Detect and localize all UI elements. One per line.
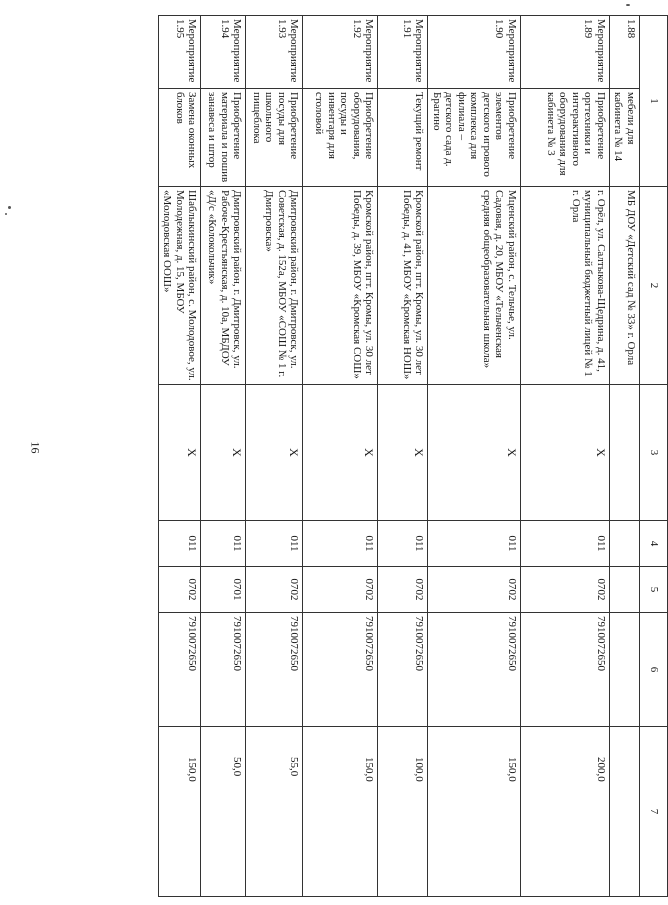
code-011 <box>610 521 640 567</box>
page-number: 16 <box>28 441 43 454</box>
target-article: 7910072650 <box>378 613 428 727</box>
amount: 150,0 <box>303 727 378 897</box>
event-description: Приобретение материала и пошив занавеса и штор <box>201 89 246 187</box>
event-description: Текущий ремонт <box>378 89 428 187</box>
header-cell-5: 5 <box>640 567 668 613</box>
header-cell-3: 3 <box>640 385 668 521</box>
event-number: Мероприятие 1.89 <box>521 16 610 89</box>
target-article: 7910072650 <box>303 613 378 727</box>
event-number: Мероприятие 1.95 <box>159 16 202 89</box>
code-011: 011 <box>246 521 303 567</box>
header-cell-2: 2 <box>640 187 668 385</box>
section-code: 0702 <box>378 567 428 613</box>
section-code <box>610 567 640 613</box>
event-number: 1.88 <box>610 16 640 89</box>
rotated-page-content <box>93 15 668 896</box>
table-row <box>610 16 640 897</box>
target-article: 7910072650 <box>428 613 521 727</box>
event-address: Кромской район, пгт. Кромы, ул. 30 лет Победы, д. 41, МБОУ «Кромская НОШ» <box>378 187 428 385</box>
target-article <box>610 613 640 727</box>
grbs-mark <box>610 385 640 521</box>
code-011: 011 <box>303 521 378 567</box>
scan-speck <box>626 4 630 6</box>
section-code: 0702 <box>159 567 202 613</box>
scan-speck <box>8 206 11 209</box>
table-row <box>246 16 303 897</box>
section-code: 0702 <box>303 567 378 613</box>
code-011: 011 <box>428 521 521 567</box>
code-011: 011 <box>521 521 610 567</box>
event-description: Приобретение посуды для школьного пищеблока <box>246 89 303 187</box>
header-cell-1: 1 <box>640 16 668 187</box>
event-description: Замена оконных блоков <box>159 89 202 187</box>
event-description: Приобретение оргтехники и интерактивного оборудования для кабинета № 3 <box>521 89 610 187</box>
target-article: 7910072650 <box>201 613 246 727</box>
amount <box>610 727 640 897</box>
section-code: 0702 <box>428 567 521 613</box>
event-number: Мероприятие 1.92 <box>303 16 378 89</box>
table-wrapper <box>93 15 668 896</box>
amount: 100,0 <box>378 727 428 897</box>
event-number: Мероприятие 1.90 <box>428 16 521 89</box>
amount: 150,0 <box>159 727 202 897</box>
grbs-mark: X <box>246 385 303 521</box>
target-article: 7910072650 <box>521 613 610 727</box>
section-code: 0702 <box>246 567 303 613</box>
event-address: Дмитровский район, г. Дмитровск, ул. Советская, д. 152а, МБОУ «СОШ № 1 г. Дмитровска» <box>246 187 303 385</box>
event-description: Приобретение оборудования, посуды и инвентаря для столовой <box>303 89 378 187</box>
event-address: МБ ДОУ «Детский сад № 33» г. Орла <box>610 187 640 385</box>
table-row <box>428 16 521 897</box>
section-code: 0702 <box>521 567 610 613</box>
amount: 50,0 <box>201 727 246 897</box>
grbs-mark: X <box>201 385 246 521</box>
grbs-mark: X <box>378 385 428 521</box>
table-header-row <box>640 16 668 897</box>
table-row <box>159 16 202 897</box>
event-address: г. Орёл, ул. Салтыкова-Щедрина, д. 41, муниципальный бюджетный лицей № 1 г. Орла <box>521 187 610 385</box>
event-number: Мероприятие 1.91 <box>378 16 428 89</box>
event-description: мебели для кабинета № 14 <box>610 89 640 187</box>
event-address: Шаблыкинский район, с. Молодовое, ул. Молодежная, д. 15, МБОУ «Молодовская ООШ» <box>159 187 202 385</box>
table-row <box>521 16 610 897</box>
event-address: Мценский район, с. Тельчье, ул. Садовая, д. 20, МБОУ «Тельченская средняя общеобразовательная школа» <box>428 187 521 385</box>
target-article: 7910072650 <box>246 613 303 727</box>
code-011: 011 <box>159 521 202 567</box>
header-cell-7: 7 <box>640 727 668 897</box>
event-address: Кромской район, пгт. Кромы, ул. 30 лет Победы, д. 39, МБОУ «Кромская СОШ» <box>303 187 378 385</box>
grbs-mark: X <box>428 385 521 521</box>
event-address: Дмитровский район, г. Дмитровск, ул. Рабоче-Крестьянская, д. 10а, МБДОУ «Д/с «Колокольчик» <box>201 187 246 385</box>
code-011: 011 <box>201 521 246 567</box>
grbs-mark: X <box>521 385 610 521</box>
grbs-mark: X <box>159 385 202 521</box>
amount: 55,0 <box>246 727 303 897</box>
amount: 150,0 <box>428 727 521 897</box>
header-cell-4: 4 <box>640 521 668 567</box>
target-article: 7910072650 <box>159 613 202 727</box>
table-row <box>378 16 428 897</box>
scan-speck <box>5 213 7 215</box>
section-code: 0701 <box>201 567 246 613</box>
header-cell-6: 6 <box>640 613 668 727</box>
amount: 200,0 <box>521 727 610 897</box>
event-number: Мероприятие 1.94 <box>201 16 246 89</box>
table-row <box>201 16 246 897</box>
budget-table <box>158 15 668 897</box>
table-row <box>303 16 378 897</box>
grbs-mark: X <box>303 385 378 521</box>
event-description: Приобретение элементов детского игрового комплекса для филиала – детского сада д. Брагино <box>428 89 521 187</box>
code-011: 011 <box>378 521 428 567</box>
event-number: Мероприятие 1.93 <box>246 16 303 89</box>
